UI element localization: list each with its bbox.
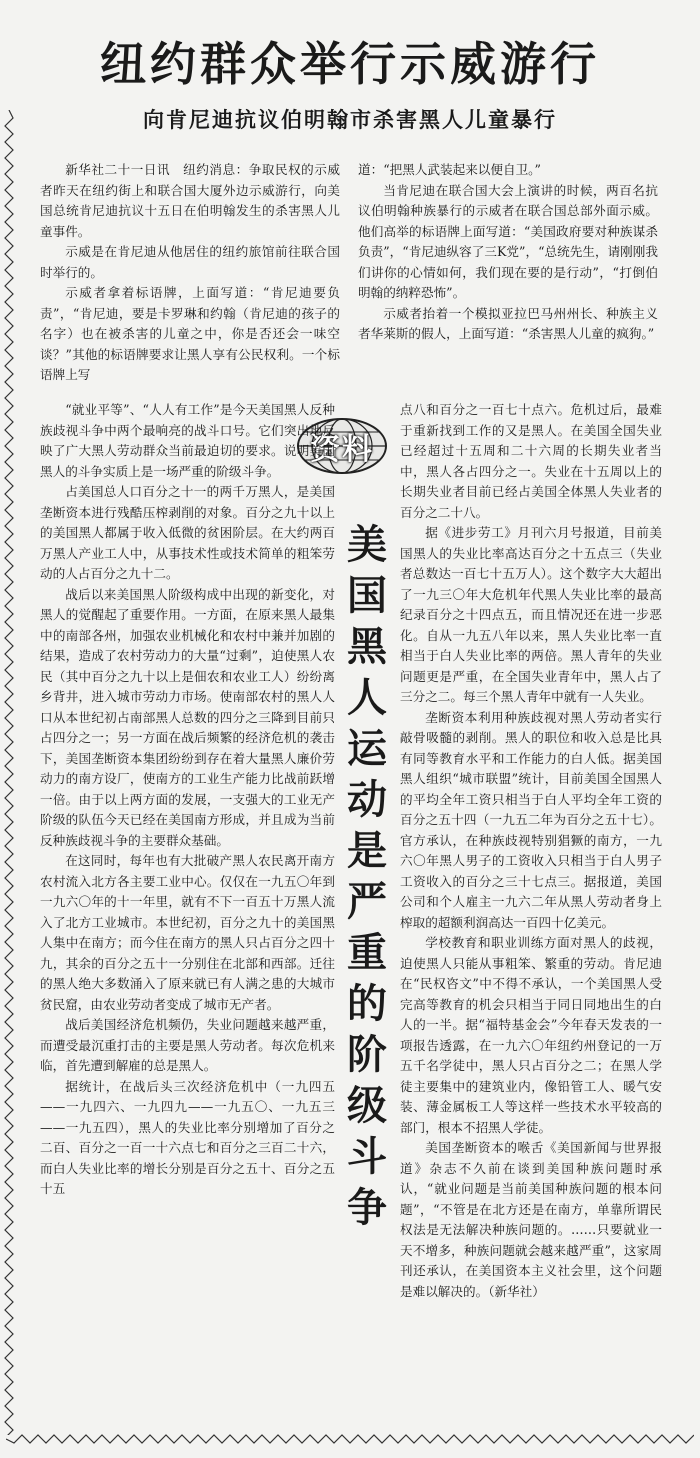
feature-paragraph: 学校教育和职业训练方面对黑人的歧视，迫使黑人只能从事粗笨、繁重的劳动。肯尼迪在“民权咨文”中不得不承认，一个美国黑人受完高等教育的机会只相当于同日同地出生的白人的一半。据“福特基金会”今年春天发表的一项报告透露，在一九六〇年纽约州登记的一万五千名学徒中，黑人只占百分之二；在黑人学徒主要集中的建筑业内，像铅管工人、暖气安装、薄金属板工人等这样一些技术水平较高的部门，根本不招黑人学徒。	[400, 935, 662, 1135]
feature-column-right	[400, 400, 662, 1425]
subheadline: 向肯尼迪抗议伯明翰市杀害黑人儿童暴行	[143, 108, 557, 132]
feature-paragraph: 美国垄断资本的喉舌《美国新闻与世界报道》杂志不久前在谈到美国种族问题时承认，“就业问题是当前美国种族问题的根本问题”，“不管是在北方还是在南方，单靠所谓民权法是无法解决种族问题的。……只要就业一天不增多，种族问题就会越来越严重”，这家周刊还承认，在美国资本主义社会里，这个问题是难以解决的。（新华社）	[400, 1140, 662, 1299]
feature-paragraph: 据统计，在战后头三次经济危机中（一九四五——一九四六、一九四九——一九五〇、一九五三——一九五四），黑人的失业比率分别增加了百分之二百、百分之一百一十六点七和百分之三百二十六，而白人失业比率的增长分别是百分之五十、百分之五十五	[40, 1078, 335, 1196]
feature-paragraph: 战后以来美国黑人阶级构成中出现的新变化，对黑人的觉醒起了重要作用。一方面，在原来黑人最集中的南部各州，加强农业机械化和农村中兼并加剧的结果，造成了农村劳动力的大量“过剩”，迫使黑人农民（其中百分之九十以上是佃农和农业工人）纷纷离乡背井，进入城市劳动力市场。使南部农村的黑人人口从本世纪初占南部黑人总数的四分之三降到目前只占四分之一；另一方面在战后频繁的经济危机的袭击下，美国垄断资本集团纷纷到存在着大量黑人廉价劳动力的南方设厂，使南方的工业生产能力比战前跃增一倍。由于以上两方面的发展，一支强大的工业无产阶级的队伍今天已经在美国南方形成，并且成为当前反种族歧视斗争的主要群众基础。	[40, 586, 335, 848]
news-paragraph: 示威者抬着一个模拟亚拉巴马州州长、种族主义者华莱斯的假人，上面写道：“杀害黑人儿童的疯狗。”	[358, 305, 658, 341]
news-paragraph: 当肯尼迪在联合国大会上演讲的时候，两百名抗议伯明翰种族暴行的示威者在联合国总部外面示威。他们高举的标语牌上面写道：“美国政府要对种族谋杀负责”，“肯尼迪纵容了三K党”，“总统先生，请刚刚我们讲你的心情如何，我们现在要的是行动”，“打倒伯明翰的纳粹恐怖”。	[358, 182, 658, 300]
feature-paragraph: 占美国总人口百分之十一的两千万黑人，是美国垄断资本进行残酷压榨剥削的对象。百分之九十以上的美国黑人都属于收入低微的贫困阶层。在大约两百万黑人产业工人中，从事技术性或技术简单的粗笨劳动的人占百分之九十二。	[40, 484, 335, 581]
feature-column-left	[40, 400, 335, 1425]
news-column-right	[358, 160, 658, 400]
news-column-left	[40, 160, 340, 400]
left-wavy-border	[4, 110, 14, 1435]
bottom-wavy-border	[6, 1434, 694, 1444]
feature-paragraph: 战后美国经济危机频仍，失业问题越来越严重，而遭受最沉重打击的主要是黑人劳动者。每次危机来临，首先遭到解雇的总是黑人。	[40, 1017, 335, 1073]
news-paragraph: 新华社二十一日讯 纽约消息：争取民权的示威者昨天在纽约街上和联合国大厦外边示威游行，向美国总统肯尼迪抗议十五日在伯明翰发生的杀害黑人儿童事件。	[40, 162, 340, 239]
feature-title: 美国黑人运动是严重的阶级斗争	[347, 522, 387, 1231]
feature-paragraph: 点八和百分之一百七十点六。危机过后，最难于重新找到工作的又是黑人。在美国全国失业已经超过十五周和二十六周的长期失业者当中，黑人各占四分之一。失业在十五周以上的长期失业者目前已经占美国全体黑人失业者的百分之二十八。	[400, 402, 662, 520]
feature-paragraph: 在这同时，每年也有大批破产黑人农民离开南方农村流入北方各主要工业中心。仅仅在一九五〇年到一九六〇年的十一年里，就有不下一百五十万黑人流入了北方工业城市。本世纪初，百分之九十的美国黑人集中在南方；而今住在南方的黑人只占百分之四十九，其余的百分之五十一分别住在北部和西部。迁往的黑人绝大多数涌入了原来就已有人满之患的大城市贫民窟，由农业劳动者变成了城市无产者。	[40, 853, 335, 1012]
badge-label: 资料	[310, 432, 374, 467]
news-paragraph: 示威是在肯尼迪从他居住的纽约旅馆前往联合国时举行的。	[40, 244, 340, 280]
headline: 纽约群众举行示威游行	[100, 37, 600, 91]
feature-paragraph: “就业平等”、“人人有工作”是今天美国黑人反种族歧视斗争中两个最响亮的战斗口号。它们突出地反映了广大黑人劳动群众当前最迫切的要求。说明美国黑人的斗争实质上是一场严重的阶级斗争。	[40, 402, 335, 479]
feature-paragraph: 据《进步劳工》月刊六月号报道，目前美国黑人的失业比率高达百分之十五点三（失业者总数达一百七十五万人）。这个数字大大超出了一九三〇年大危机年代黑人失业比率的最高纪录百分之十四点五，而且情况还在进一步恶化。自从一九五八年以来，黑人失业比率一直相当于白人失业比率的两倍。黑人青年的失业问题更是严重，在全国失业青年中，黑人占了三分之二。每三个黑人青年中就有一人失业。	[400, 525, 662, 704]
feature-paragraph: 垄断资本利用种族歧视对黑人劳动者实行敲骨吸髓的剥削。黑人的职位和收入总是比具有同等教育水平和工作能力的白人低。据美国黑人组织“城市联盟”统计，目前美国全国黑人的平均全年工资只相当于白人平均全年工资的百分之五十四（一九五二年为百分之五十七）。官方承认，在种族歧视特别猖獗的南方，一九六〇年黑人男子的工资收入只相当于白人男子工资收入的百分之三十七点三。据报道，美国公司和个人雇主一九六二年从黑人劳动者身上榨取的超额利润高达一百四十亿美元。	[400, 709, 662, 930]
news-paragraph: 道：“把黑人武装起来以便自卫。”	[358, 162, 541, 177]
news-paragraph: 示威者拿着标语牌，上面写道：“肯尼迪要负责”，“肯尼迪，要是卡罗琳和约翰（肯尼迪的孩子的名字）也在被杀害的儿童之中，你是否还会一味空谈？”其他的标语牌要求让黑人享有公民权利。一个标语牌上写	[40, 285, 340, 382]
